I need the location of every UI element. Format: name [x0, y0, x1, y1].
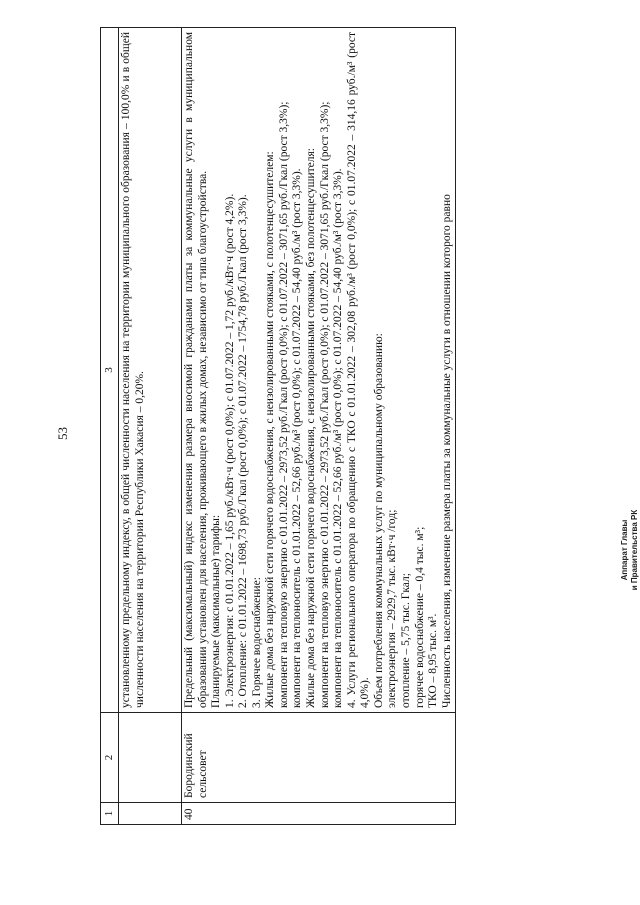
header-col-3: 3	[101, 28, 119, 713]
continuation-paragraph: установленному предельному индексу, в общей численности населения на территории муниципального образования – 100,0% и в общей численности населения на территории Республики Хакасия – 0,20%.	[119, 32, 146, 708]
stamp-line-1: Аппарат Главы	[620, 519, 629, 581]
text-line: Жилые дома без наружной сети горячего водоснабжения, с неизолированными стояками, с полотенцесушителем:	[264, 151, 277, 708]
tariff-table	[100, 27, 456, 825]
text-line: компонент на тепловую энергию с 01.01.2022 – 2973,52 руб./Гкал (рост 0,0%); с 01.07.2022 – 3071,65 руб./Гкал (рост 3,3%);	[277, 101, 290, 708]
row-number: 40	[181, 803, 455, 825]
cell-empty-2	[118, 713, 181, 803]
text-line: ТКО – 8,95 тыс. м³.	[427, 613, 440, 708]
table-row-continuation	[118, 28, 181, 825]
header-row	[101, 28, 119, 825]
table-row	[181, 28, 455, 825]
text-line: отопление – 5,75 тыс. Гкал;	[399, 573, 412, 708]
rotated-table-wrapper	[100, 27, 625, 825]
header-col-1: 1	[101, 803, 119, 825]
text-line: Объем потребления коммунальных услуг по муниципальному образованию:	[372, 333, 385, 708]
continuation-text	[118, 28, 181, 713]
row-description	[181, 28, 455, 713]
page-number: 53	[55, 427, 70, 440]
text-line: 1. Электроэнергия: с 01.01.2022 – 1,65 руб./кВт·ч (рост 0,0%); с 01.07.2022 – 1,72 руб./кВт·ч (рост 4,2%).	[223, 193, 236, 708]
cell-empty-1	[118, 803, 181, 825]
text-line: компонент на тепловую энергию с 01.01.2022 – 2973,52 руб./Гкал (рост 0,0%); с 01.07.2022 – 3071,65 руб./Гкал (рост 3,3%);	[318, 101, 331, 708]
text-line: Численность населения, изменение размера платы за коммунальные услуги в отношении которого равно	[440, 194, 453, 708]
text-line: Жилые дома без наружной сети горячего водоснабжения, с неизолированными стояками, без полотенцесушителя:	[305, 148, 318, 708]
text-line: горячее водоснабжение – 0,4 тыс. м³;	[413, 526, 426, 708]
municipality-name: Бородинский сельсовет	[181, 713, 455, 803]
text-line: Планируемые (максимальные) тарифы:	[210, 514, 223, 708]
text-line: Предельный (максимальный) индекс изменения размера вносимой гражданами платы за коммунальные услуги в муниципальном образовании установлен для населения, проживающего в жилых домах, независимо от типа благоустройства.	[182, 32, 209, 708]
stamp-line-2: и Правительства РК	[630, 509, 639, 591]
text-line: компонент на теплоноситель с 01.01.2022 – 52,66 руб./м³ (рост 0,0%); с 01.07.2022 – 54,40 руб./м³ (рост 3,3%).	[291, 168, 304, 708]
text-line: электроэнергия – 2929,7 тыс. кВт·ч /год;	[386, 509, 399, 708]
text-line: 3. Горячее водоснабжение:	[250, 577, 263, 708]
text-line: компонент на теплоноситель с 01.01.2022 – 52,66 руб./м³ (рост 0,0%); с 01.07.2022 – 54,40 руб./м³ (рост 3,3%).	[332, 168, 345, 708]
header-col-2: 2	[101, 713, 119, 803]
text-line: 4. Услуги регионального оператора по обращению с ТКО с 01.01.2022 – 302,08 руб./м³ (рост 0,0%); с 01.07.2022 – 314,16 руб./м³ (рост 4,0%).	[345, 32, 372, 708]
office-stamp	[620, 490, 640, 610]
text-line: 2. Отопление: с 01.01.2022 – 1698,73 руб./Гкал (рост 0,0%); с 01.07.2022 – 1754,78 руб./Гкал (рост 3,3%).	[237, 194, 250, 708]
